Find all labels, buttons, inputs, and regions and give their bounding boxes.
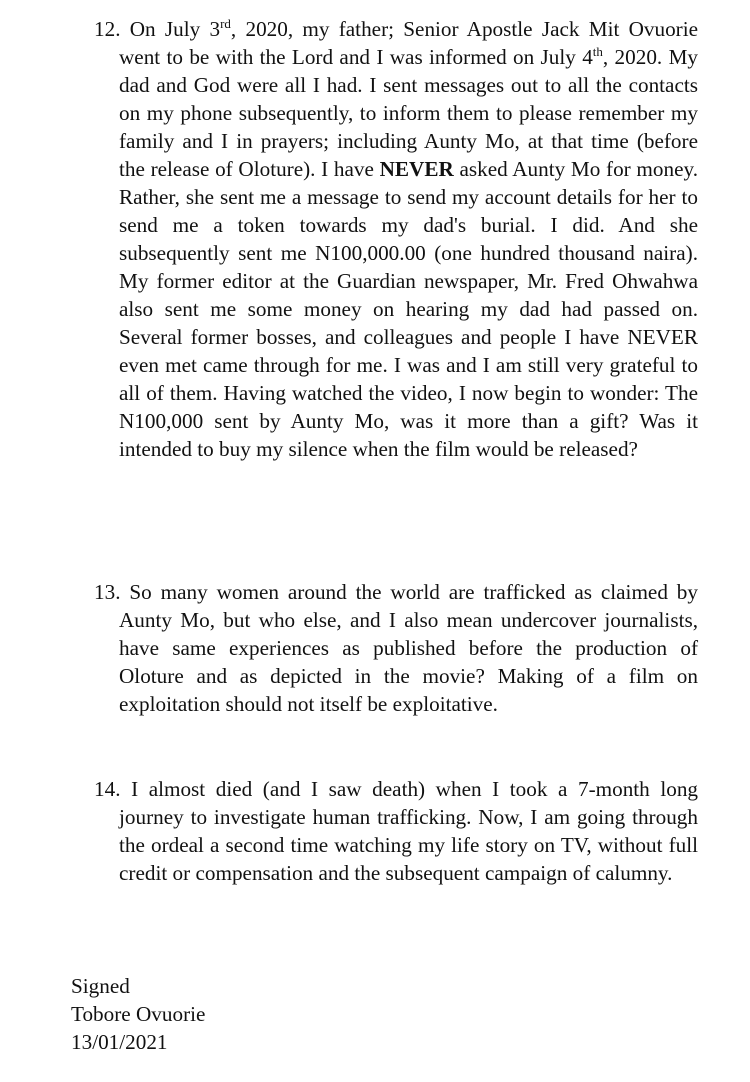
paragraph-13-text: 13. So many women around the world are trafficked as claimed by Aunty Mo, but who else, and I also mean undercover journalists, have same experiences as published before the production of Oloture and as depicted in the movie? Making of a film on exploitation should not itself be exploitative.	[94, 580, 698, 716]
signature-date: 13/01/2021	[71, 1030, 168, 1054]
paragraph-13	[94, 578, 698, 718]
signature-block	[71, 972, 205, 1056]
item-number: 13.	[94, 580, 121, 604]
signed-label: Signed	[71, 974, 130, 998]
paragraph-14	[94, 775, 698, 887]
emphasis-never: NEVER	[379, 157, 454, 181]
paragraph-12	[94, 15, 698, 463]
item-number: 12.	[94, 17, 121, 41]
item-number: 14.	[94, 777, 121, 801]
signatory-name: Tobore Ovuorie	[71, 1002, 206, 1026]
paragraph-12-text: 12. On July 3rd, 2020, my father; Senior Apostle Jack Mit Ovuorie went to be with the Lord and I was informed on July 4th, 2020. My dad and God were all I had. I sent messages out to all the contacts on my phone subsequently, to inform them to please remember my family and I in prayers; including Aunty Mo, at that time (before the release of Oloture). I have NEVER asked Aunty Mo for money. Rather, she sent me a message to send my account details for her to send me a token towards my dad's burial. I did. And she subsequently sent me N100,000.00 (one hundred thousand naira). My former editor at the Guardian newspaper, Mr. Fred Ohwahwa also sent me some money on hearing my dad had passed on. Several former bosses, and colleagues and people I have NEVER even met came through for me. I was and I am still very grateful to all of them. Having watched the video, I now begin to wonder: The N100,000 sent by Aunty Mo, was it more than a gift? Was it intended to buy my silence when the film would be released?	[94, 15, 699, 461]
paragraph-14-text: 14. I almost died (and I saw death) when I took a 7-month long journey to investigate human trafficking. Now, I am going through the ordeal a second time watching my life story on TV, without full credit or compensation and the subsequent campaign of calumny.	[94, 777, 699, 885]
